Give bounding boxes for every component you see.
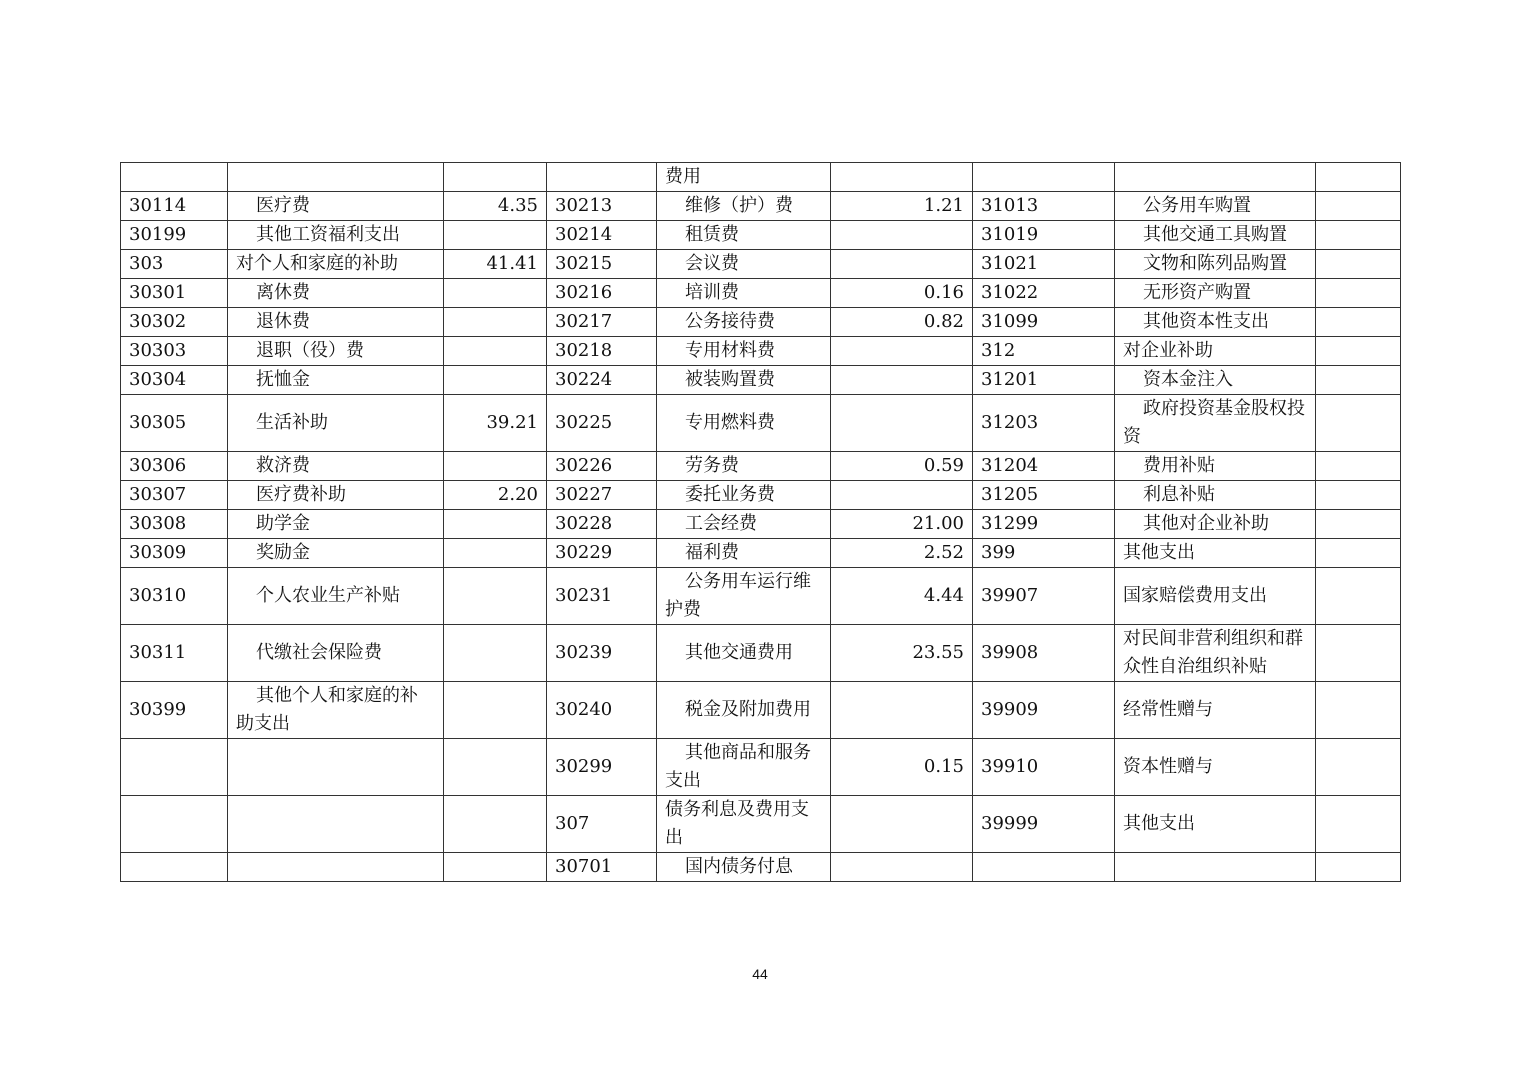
item-amount <box>444 308 547 337</box>
item-name: 维修（护）费 <box>657 192 831 221</box>
item-code <box>121 853 228 882</box>
item-name: 退休费 <box>228 308 444 337</box>
item-amount <box>1316 308 1401 337</box>
item-name: 其他资本性支出 <box>1115 308 1316 337</box>
item-amount: 41.41 <box>444 250 547 279</box>
table-row <box>121 853 1401 882</box>
item-amount <box>1316 337 1401 366</box>
item-code: 30399 <box>121 682 228 739</box>
item-code: 30311 <box>121 625 228 682</box>
item-code: 303 <box>121 250 228 279</box>
item-amount <box>831 163 973 192</box>
item-amount <box>444 163 547 192</box>
item-name: 费用 <box>657 163 831 192</box>
budget-table <box>120 162 1401 882</box>
item-code: 30307 <box>121 481 228 510</box>
item-amount: 21.00 <box>831 510 973 539</box>
item-code: 30224 <box>547 366 657 395</box>
item-name: 会议费 <box>657 250 831 279</box>
table-row <box>121 510 1401 539</box>
item-name <box>228 853 444 882</box>
item-name: 对个人和家庭的补助 <box>228 250 444 279</box>
table-row <box>121 250 1401 279</box>
item-amount <box>444 568 547 625</box>
item-name: 救济费 <box>228 452 444 481</box>
table-row <box>121 279 1401 308</box>
item-name: 对民间非营利组织和群众性自治组织补贴 <box>1115 625 1316 682</box>
item-name: 培训费 <box>657 279 831 308</box>
item-name: 助学金 <box>228 510 444 539</box>
item-name: 债务利息及费用支出 <box>657 796 831 853</box>
item-amount <box>444 739 547 796</box>
item-code: 307 <box>547 796 657 853</box>
item-name: 医疗费补助 <box>228 481 444 510</box>
item-amount <box>444 279 547 308</box>
item-amount <box>1316 452 1401 481</box>
item-code: 30304 <box>121 366 228 395</box>
item-name: 奖励金 <box>228 539 444 568</box>
item-name: 医疗费 <box>228 192 444 221</box>
item-code: 31099 <box>973 308 1115 337</box>
item-name: 代缴社会保险费 <box>228 625 444 682</box>
item-amount <box>1316 481 1401 510</box>
item-code: 30301 <box>121 279 228 308</box>
item-code: 39910 <box>973 739 1115 796</box>
item-name <box>1115 163 1316 192</box>
item-amount <box>1316 853 1401 882</box>
item-amount <box>1316 221 1401 250</box>
item-code: 30227 <box>547 481 657 510</box>
item-amount <box>831 395 973 452</box>
item-amount <box>444 510 547 539</box>
item-name: 其他支出 <box>1115 539 1316 568</box>
item-code: 30305 <box>121 395 228 452</box>
item-name: 其他工资福利支出 <box>228 221 444 250</box>
table-row <box>121 337 1401 366</box>
item-code: 30299 <box>547 739 657 796</box>
item-name: 国家赔偿费用支出 <box>1115 568 1316 625</box>
table-row <box>121 568 1401 625</box>
page-number: 44 <box>752 966 768 982</box>
item-amount <box>1316 192 1401 221</box>
item-name: 无形资产购置 <box>1115 279 1316 308</box>
item-amount <box>444 221 547 250</box>
item-code <box>547 163 657 192</box>
table-row <box>121 221 1401 250</box>
item-code: 30309 <box>121 539 228 568</box>
item-amount <box>831 250 973 279</box>
item-name: 费用补贴 <box>1115 452 1316 481</box>
item-code: 30310 <box>121 568 228 625</box>
item-code: 30225 <box>547 395 657 452</box>
item-amount: 2.52 <box>831 539 973 568</box>
item-amount <box>1316 625 1401 682</box>
item-code <box>973 853 1115 882</box>
item-amount: 2.20 <box>444 481 547 510</box>
item-code: 31299 <box>973 510 1115 539</box>
item-code: 39909 <box>973 682 1115 739</box>
item-name: 政府投资基金股权投资 <box>1115 395 1316 452</box>
table-row <box>121 739 1401 796</box>
item-name <box>228 163 444 192</box>
item-name: 租赁费 <box>657 221 831 250</box>
item-name: 资本性赠与 <box>1115 739 1316 796</box>
item-code: 30302 <box>121 308 228 337</box>
table-row <box>121 682 1401 739</box>
item-code: 30306 <box>121 452 228 481</box>
item-code: 30217 <box>547 308 657 337</box>
item-name: 专用材料费 <box>657 337 831 366</box>
item-name: 公务用车购置 <box>1115 192 1316 221</box>
item-amount <box>444 682 547 739</box>
item-code: 30231 <box>547 568 657 625</box>
item-code: 30214 <box>547 221 657 250</box>
item-name: 福利费 <box>657 539 831 568</box>
item-code: 30308 <box>121 510 228 539</box>
item-name: 资本金注入 <box>1115 366 1316 395</box>
item-amount <box>831 337 973 366</box>
item-amount <box>1316 739 1401 796</box>
item-name: 税金及附加费用 <box>657 682 831 739</box>
item-code: 30114 <box>121 192 228 221</box>
item-code: 39908 <box>973 625 1115 682</box>
item-code: 30701 <box>547 853 657 882</box>
item-code: 30213 <box>547 192 657 221</box>
item-amount <box>444 853 547 882</box>
item-amount: 0.82 <box>831 308 973 337</box>
item-name: 委托业务费 <box>657 481 831 510</box>
item-code: 39907 <box>973 568 1115 625</box>
item-amount: 23.55 <box>831 625 973 682</box>
item-code: 31022 <box>973 279 1115 308</box>
item-amount <box>1316 510 1401 539</box>
item-name <box>228 796 444 853</box>
item-amount <box>1316 395 1401 452</box>
item-name: 经常性赠与 <box>1115 682 1316 739</box>
item-code: 31204 <box>973 452 1115 481</box>
item-amount: 4.44 <box>831 568 973 625</box>
item-amount <box>831 366 973 395</box>
table-row <box>121 481 1401 510</box>
item-name: 利息补贴 <box>1115 481 1316 510</box>
item-code: 30218 <box>547 337 657 366</box>
item-name: 退职（役）费 <box>228 337 444 366</box>
item-amount <box>1316 366 1401 395</box>
item-amount <box>1316 250 1401 279</box>
item-code: 30228 <box>547 510 657 539</box>
item-amount: 0.16 <box>831 279 973 308</box>
table-row <box>121 539 1401 568</box>
item-amount <box>1316 796 1401 853</box>
item-name: 公务接待费 <box>657 308 831 337</box>
item-code: 39999 <box>973 796 1115 853</box>
item-amount <box>444 796 547 853</box>
item-amount: 4.35 <box>444 192 547 221</box>
item-name: 其他个人和家庭的补助支出 <box>228 682 444 739</box>
item-amount <box>831 682 973 739</box>
item-amount <box>1316 568 1401 625</box>
item-code: 30239 <box>547 625 657 682</box>
table-row <box>121 796 1401 853</box>
item-code: 30226 <box>547 452 657 481</box>
table-row <box>121 625 1401 682</box>
item-code: 31019 <box>973 221 1115 250</box>
table-row <box>121 395 1401 452</box>
item-code: 399 <box>973 539 1115 568</box>
item-amount <box>1316 539 1401 568</box>
item-amount <box>831 221 973 250</box>
item-amount <box>1316 163 1401 192</box>
item-amount <box>444 539 547 568</box>
item-name: 个人农业生产补贴 <box>228 568 444 625</box>
table-row <box>121 452 1401 481</box>
item-amount <box>831 853 973 882</box>
item-amount <box>444 366 547 395</box>
item-name: 被装购置费 <box>657 366 831 395</box>
table-row <box>121 192 1401 221</box>
item-amount: 1.21 <box>831 192 973 221</box>
item-name: 其他商品和服务支出 <box>657 739 831 796</box>
item-name: 专用燃料费 <box>657 395 831 452</box>
item-amount <box>1316 279 1401 308</box>
item-code <box>973 163 1115 192</box>
item-name: 生活补助 <box>228 395 444 452</box>
item-code: 30240 <box>547 682 657 739</box>
item-name: 抚恤金 <box>228 366 444 395</box>
item-code: 30199 <box>121 221 228 250</box>
item-code: 31201 <box>973 366 1115 395</box>
item-code <box>121 739 228 796</box>
item-name <box>228 739 444 796</box>
item-amount <box>444 625 547 682</box>
item-amount <box>444 337 547 366</box>
item-code: 30229 <box>547 539 657 568</box>
item-code: 30215 <box>547 250 657 279</box>
item-amount: 39.21 <box>444 395 547 452</box>
item-name <box>1115 853 1316 882</box>
item-name: 其他对企业补助 <box>1115 510 1316 539</box>
item-code: 31203 <box>973 395 1115 452</box>
item-amount <box>831 796 973 853</box>
item-name: 劳务费 <box>657 452 831 481</box>
item-code <box>121 796 228 853</box>
item-amount <box>444 452 547 481</box>
table-row <box>121 163 1401 192</box>
item-amount: 0.59 <box>831 452 973 481</box>
item-code: 31205 <box>973 481 1115 510</box>
item-name: 文物和陈列品购置 <box>1115 250 1316 279</box>
item-code: 31021 <box>973 250 1115 279</box>
item-code <box>121 163 228 192</box>
item-code: 31013 <box>973 192 1115 221</box>
item-name: 对企业补助 <box>1115 337 1316 366</box>
item-name: 离休费 <box>228 279 444 308</box>
item-name: 其他交通工具购置 <box>1115 221 1316 250</box>
table-body <box>121 163 1401 882</box>
item-code: 30216 <box>547 279 657 308</box>
item-name: 其他交通费用 <box>657 625 831 682</box>
table-row <box>121 308 1401 337</box>
table-row <box>121 366 1401 395</box>
item-code: 312 <box>973 337 1115 366</box>
item-name: 公务用车运行维护费 <box>657 568 831 625</box>
item-amount <box>831 481 973 510</box>
item-name: 国内债务付息 <box>657 853 831 882</box>
item-amount: 0.15 <box>831 739 973 796</box>
item-code: 30303 <box>121 337 228 366</box>
item-name: 其他支出 <box>1115 796 1316 853</box>
item-amount <box>1316 682 1401 739</box>
item-name: 工会经费 <box>657 510 831 539</box>
